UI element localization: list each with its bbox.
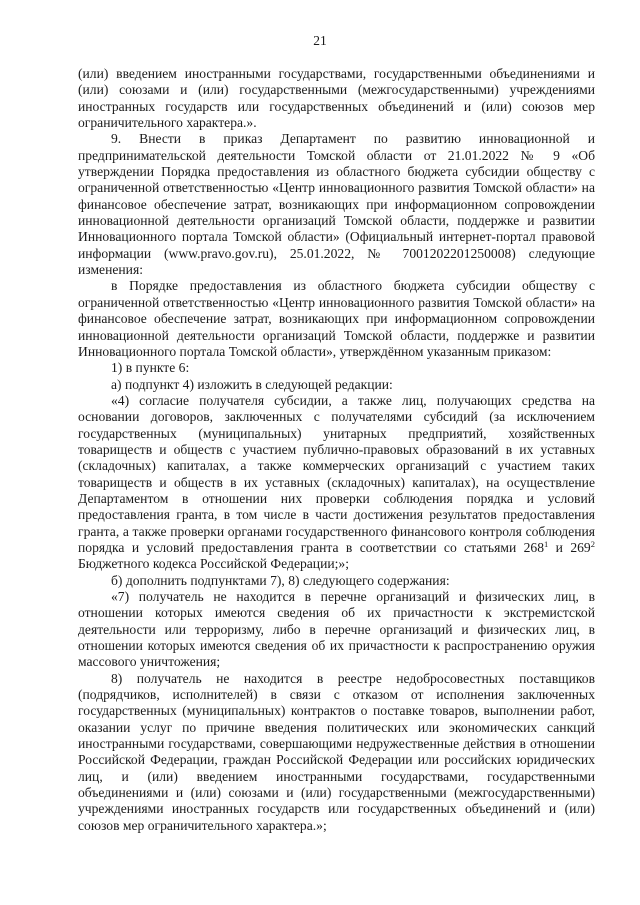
paragraph-clause-6: 1) в пункте 6:	[111, 360, 190, 376]
paragraph-subclause-7: «7) получатель не находится в перечне организаций и физических лиц, в отношении которых имеются сведения об их причастности к экстремистской деятельности или терроризму, либо в перечне организаций и физических лиц, в отношении которых имеются сведения об их причастности к распространению оружия массового уничтожения;	[78, 589, 595, 670]
paragraph-continuation: (или) введением иностранными государствами, государственными объединениями и (или) союзами и (или) государственными (межгосударственными) учреждениями иностранных государств или государственных объединений и (или) союзов мер ограничительного характера.».	[78, 66, 595, 131]
footnote-sup-1: 1	[544, 538, 549, 549]
subclause-4-text: «4) согласие получателя субсидии, а также лиц, получающих средства на основании договоров, заключенных с получателями субсидий (за исключением государственных (муниципальных) унитарных предприятий, хозяйственных товариществ и обществ с участием публично-правовых образований в их уставных (складочных) капиталах, а также коммерческих организаций с участием таких товариществ и обществ в их уставных (складочных) капиталах), на осуществление Департаментом в отношении них проверки соблюдения порядка и условий предоставления гранта, в том числе в части достижения результатов предоставления гранта, а также проверки органами государственного финансового контроля соблюдения порядка и условий предоставления гранта в соответствии со статьями 268	[78, 392, 595, 555]
paragraph-subclause-8: 8) получатель не находится в реестре недобросовестных поставщиков (подрядчиков, исполнителей) в связи с отказом от исполнения заключенных государственных (муниципальных) контрактов о поставке товаров, выполнении работ, оказании услуг по причине введения политических или экономических санкций иностранными государствами, совершающими недружественные действия в отношении Российской Федерации, граждан Российской Федерации или российских юридических лиц, и (или) введением иностранными государствами, государственными объединениями и (или) союзами и (или) государственными (межгосударственными) учреждениями иностранных государств или государственных объединений и (или) союзов мер ограничительного характера.»;	[78, 670, 595, 833]
subclause-4-tail: Бюджетного кодекса Российской Федерации;»;	[78, 556, 349, 572]
footnote-sup-2: 2	[590, 538, 595, 549]
subclause-4-middle: и 269	[548, 539, 591, 555]
paragraph-item-9: 9. Внести в приказ Департамент по развитию инновационной и предпринимательской деятельности Томской области от 21.01.2022 № 9 «Об утверждении Порядка предоставления из областного бюджета субсидии обществу с ограниченной ответственностью «Центр инновационного развития Томской области» на финансовое обеспечение затрат, возникающих при информационном сопровождении инновационной деятельности организаций Томской области, поддержке и развитии Инновационного портала Томской области» (Официальный интернет-портал правовой информации (www.pravo.gov.ru), 25.01.2022, № 7001202201250008) следующие изменения:	[78, 131, 595, 278]
paragraph-order-amendment: в Порядке предоставления из областного бюджета субсидии обществу с ограниченной ответственностью «Центр инновационного развития Томской области» на финансовое обеспечение затрат, возникающих при информационном сопровождении инновационной деятельности организаций Томской области, поддержке и развитии Инновационного портала Томской области», утверждённом указанным приказом:	[78, 278, 595, 359]
paragraph-subclause-b: б) дополнить подпунктами 7), 8) следующего содержания:	[111, 572, 450, 588]
paragraph-subclause-a: а) подпункт 4) изложить в следующей редакции:	[111, 376, 393, 392]
page-number: 21	[313, 33, 327, 48]
document-body	[78, 66, 595, 834]
paragraph-subclause-4	[78, 393, 595, 573]
